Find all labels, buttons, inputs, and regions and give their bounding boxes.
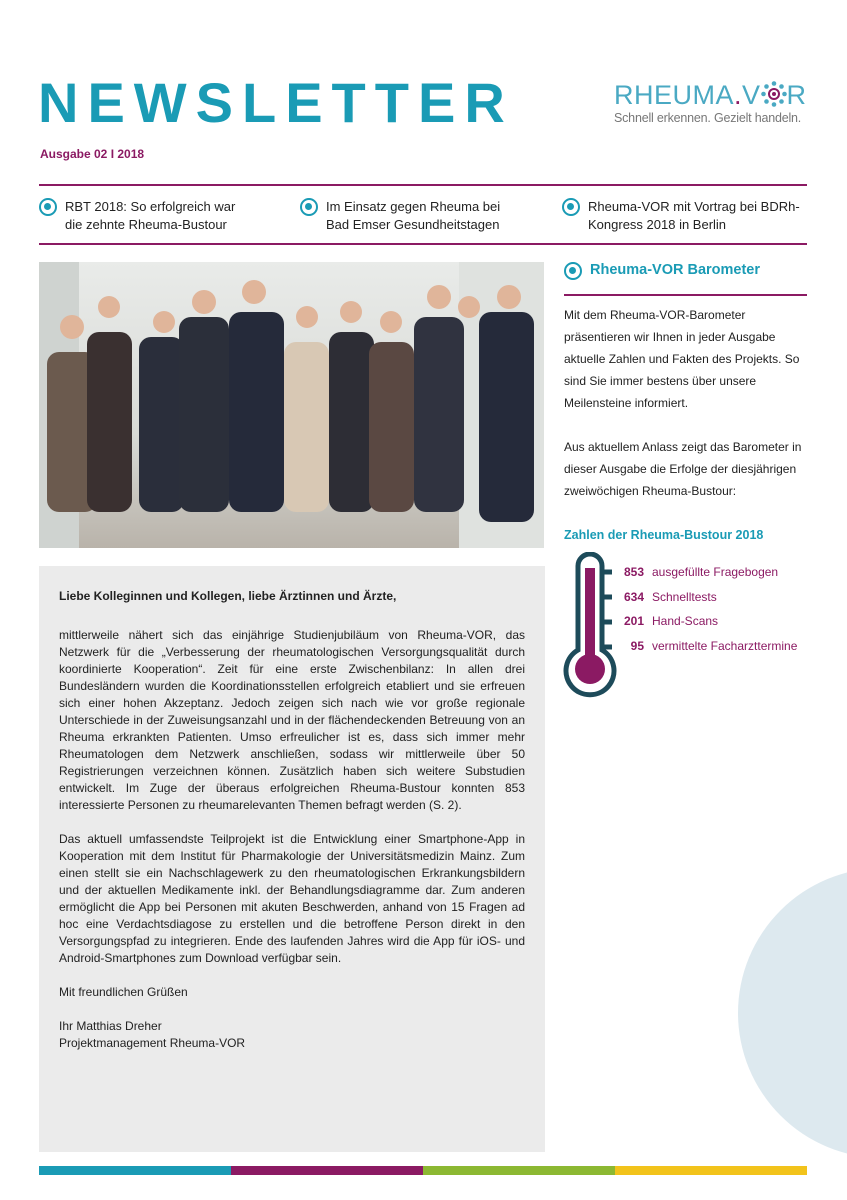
bullet-icon [39,198,57,216]
issue-label: Ausgabe 02 I 2018 [40,147,145,161]
decorative-circle [738,868,847,1158]
letter-paragraph: Das aktuell umfassendste Teilprojekt ist die Entwicklung einer Smartphone-App in Kooperation mit dem Institut für Pharmakologie der Universitätsmedizin Mainz. Zum einen stellt sie ein Nachschlagewerk zu den rheumatologischen Erkrankungsbildern und der aktuellen Medikamente inkl. der Behandlungsdiagramme dar. Zum anderen ermöglicht die App bei Personen mit akuten Beschwerden, anhand von 15 Fragen ad hoc eine Verdachtsdiagose zu erstellen und die betroffene Person direkt in den Versorgungspfad zu integrieren. Ende des laufenden Jahres wird die App für iOS- und Android-Smartphones zum Download verfügbar sein. [59,832,525,965]
rheuma-vor-logo: RHEUMA.V R Schnell erkennen. Gezielt handeln. [614,80,807,125]
stat-row: 201 Hand-Scans [623,614,719,628]
footer-bar-purple [231,1166,423,1175]
editorial-letter [39,566,545,1152]
barometer-text: Mit dem Rheuma-VOR-Barometer präsentieren wir Ihnen in jeder Ausgabe aktuelle Zahlen und Fakten des Projekts. So sind Sie immer bestens über unsere Meilensteine informiert. Aus aktuellem Anlass zeigt das Barometer in dieser Ausgabe die Erfolge der diesjährigen zweiwöchigen Rheuma-Bustour: [564,308,802,498]
footer-bar-yellow [615,1166,807,1175]
divider [39,184,807,186]
letter-greeting: Liebe Kolleginnen und Kollegen, liebe Ärztinnen und Ärzte, [59,589,397,603]
thermometer-icon [560,552,620,702]
bullet-icon [564,262,582,280]
stat-row: 95 vermittelte Facharzttermine [630,639,798,653]
barometer-subtitle: Zahlen der Rheuma-Bustour 2018 [564,528,764,542]
letter-closing: Mit freundlichen Grüßen [59,985,188,999]
teaser-3[interactable]: Rheuma-VOR mit Vortrag bei BDRh- Kongress 2018 in Berlin [562,198,807,234]
divider [39,243,807,245]
bullet-icon [300,198,318,216]
letter-paragraph: mittlerweile nähert sich das einjährige Studienjubiläum von Rheuma-VOR, das Netzwerk für die „Verbesserung der rheumatologischen Versorgungsqualität durch koordinierte Kooperation“. Zeit für eine erste Zwischenbilanz: In allen drei Bundesländern wurden die Koordinationsstellen erfolgreich etabliert und sie erfreuen sich einer hohen Akzeptanz. Jedoch zeigen sich nach wie vor große regionale Unterschiede in der Zuweisungsanzahl und in der flächendeckenden Betreuung von an Rheuma erkrankten Patienten. Umso erfreulicher ist es, dass sich immer mehr Rheumatologen dem Netzwerk anschließen, sodass wir mittlerweile über 50 Registrierungen verzeichnen können. Zusätzlich haben sich weitere Substudien entwickelt. Im Zuge der überaus erfolgreichen Rheuma-Bustour konnten 853 interessierte Personen zu rheumarelevanten Themen befragt werden (S. 2). [59,628,525,812]
teaser-2[interactable]: Im Einsatz gegen Rheuma bei Bad Emser Gesundheitstagen [300,198,545,234]
newsletter-title: NEWSLETTER [38,71,514,134]
signature-name: Ihr Matthias Dreher [59,1019,162,1033]
stat-row: 634 Schnelltests [623,590,717,604]
logo-o-icon [761,81,787,107]
stat-row: 853 ausgefüllte Fragebogen [623,565,779,579]
footer-bar-green [423,1166,615,1175]
group-photo [39,262,544,548]
divider [564,294,807,296]
signature-role: Projektmanagement Rheuma-VOR [59,1036,246,1050]
teaser-1[interactable]: RBT 2018: So erfolgreich war die zehnte Rheuma-Bustour [39,198,284,234]
bullet-icon [562,198,580,216]
barometer-heading: Rheuma-VOR Barometer [564,262,760,280]
footer-bar-teal [39,1166,231,1175]
